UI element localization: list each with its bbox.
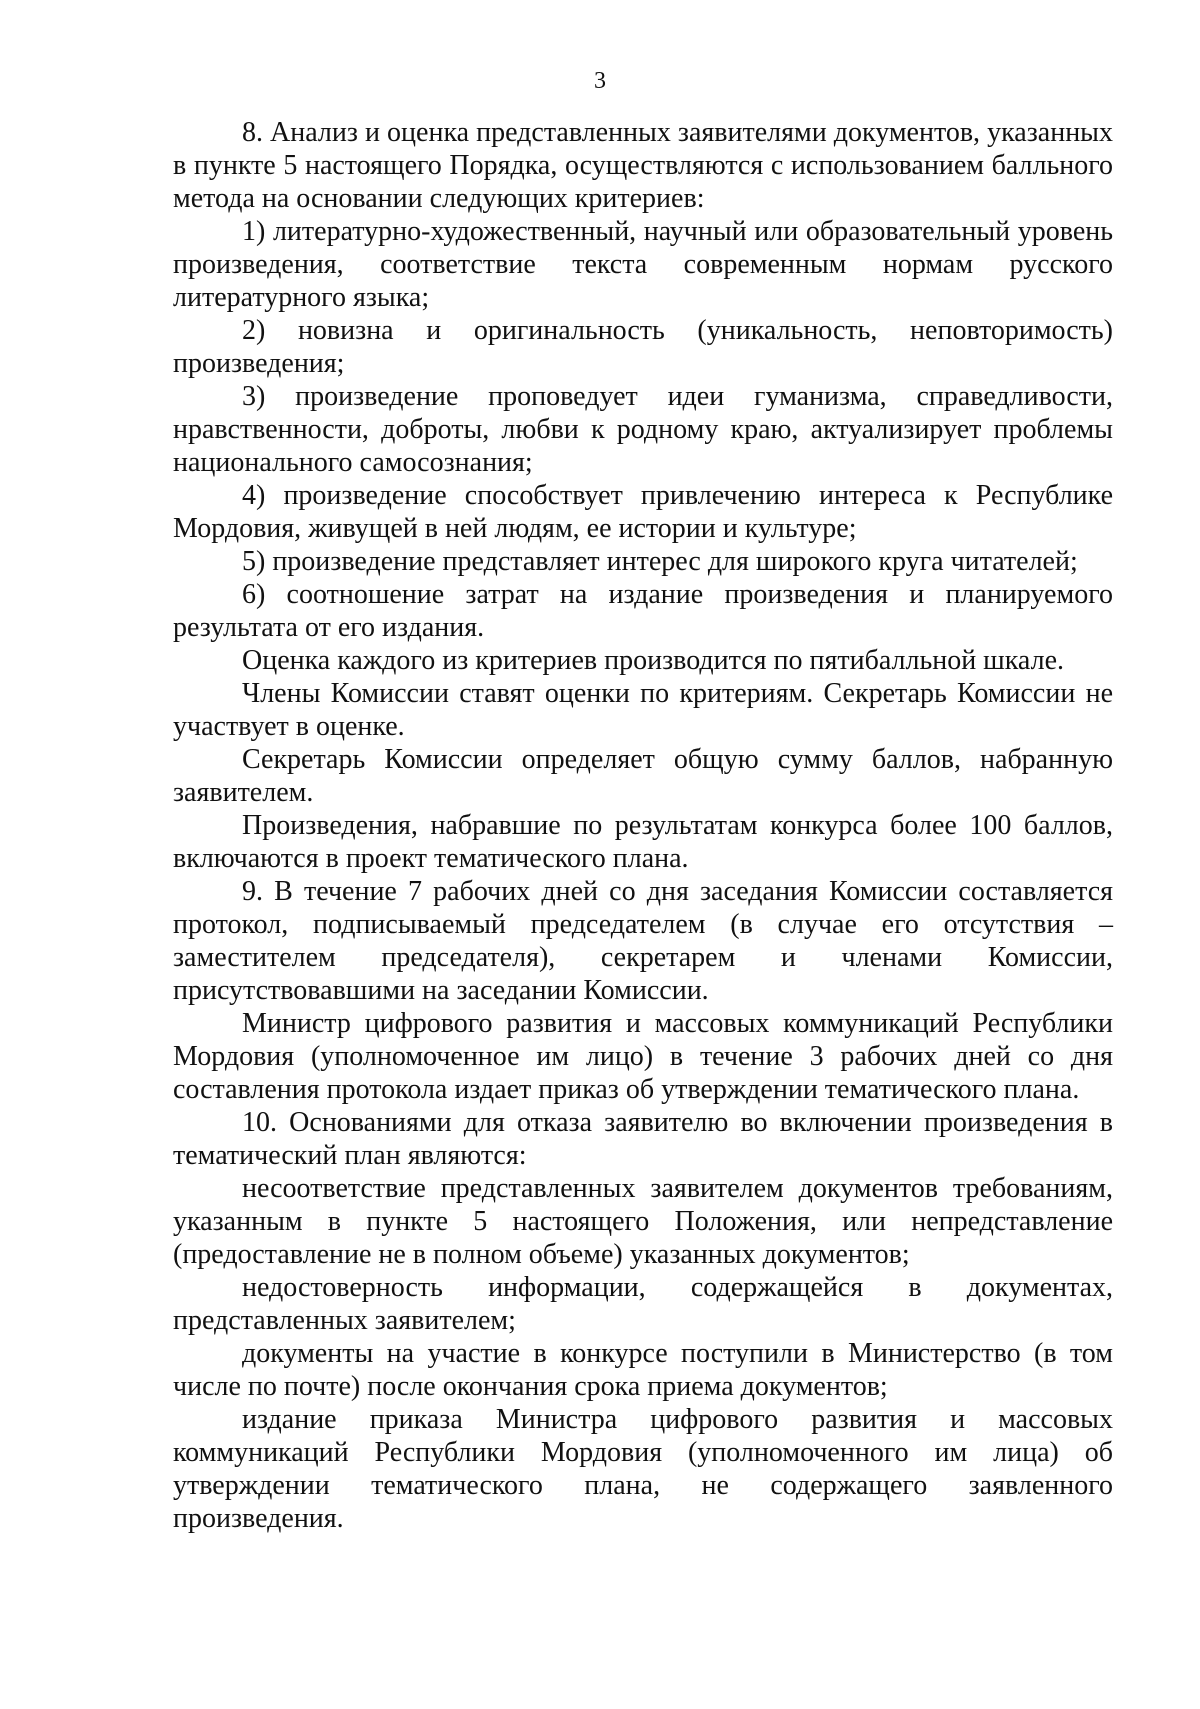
criterion-4: 4) произведение способствует привлечению интереса к Республике Мордовия, живущей в ней людям, ее истории и культуре;: [173, 480, 1113, 544]
paragraph-item-9: 9. В течение 7 рабочих дней со дня заседания Комиссии составляется протокол, подписываемый председателем (в случае его отсутствия – заместителем председателя), секретарем и членами Комиссии, присутствовавшими на заседании Комиссии.: [173, 876, 1113, 1006]
paragraph-item-8: 8. Анализ и оценка представленных заявителями документов, указанных в пункте 5 настоящего Порядка, осуществляются с использованием балльного метода на основании следующих критериев:: [173, 117, 1113, 214]
criterion-6: 6) соотношение затрат на издание произведения и планируемого результата от его издания.: [173, 579, 1113, 643]
document-body: [173, 116, 1113, 1535]
refusal-ground-1: несоответствие представленных заявителем документов требованиям, указанным в пункте 5 настоящего Положения, или непредставление (предоставление не в полном объеме) указанных документов;: [173, 1173, 1113, 1270]
criterion-5: 5) произведение представляет интерес для широкого круга читателей;: [242, 546, 1078, 577]
refusal-ground-4: издание приказа Министра цифрового развития и массовых коммуникаций Республики Мордовия (уполномоченного им лица) об утверждении тематического плана, не содержащего заявленного произведения.: [173, 1404, 1113, 1534]
secretary-total-paragraph: Секретарь Комиссии определяет общую сумму баллов, набранную заявителем.: [173, 744, 1113, 808]
commission-members-paragraph: Члены Комиссии ставят оценки по критериям. Секретарь Комиссии не участвует в оценке.: [173, 678, 1113, 742]
minister-order-paragraph: Министр цифрового развития и массовых коммуникаций Республики Мордовия (уполномоченное им лицо) в течение 3 рабочих дней со дня составления протокола издает приказ об утверждении тематического плана.: [173, 1008, 1113, 1105]
refusal-ground-3: документы на участие в конкурсе поступили в Министерство (в том числе по почте) после окончания срока приема документов;: [173, 1338, 1113, 1402]
criterion-2: 2) новизна и оригинальность (уникальность, неповторимость) произведения;: [173, 315, 1113, 379]
scoring-scale-paragraph: Оценка каждого из критериев производится по пятибалльной шкале.: [242, 645, 1064, 676]
criterion-3: 3) произведение проповедует идеи гуманизма, справедливости, нравственности, доброты, любви к родному краю, актуализирует проблемы национального самосознания;: [173, 381, 1113, 478]
refusal-ground-2: недостоверность информации, содержащейся в документах, представленных заявителем;: [173, 1272, 1113, 1336]
threshold-paragraph: Произведения, набравшие по результатам конкурса более 100 баллов, включаются в проект тематического плана.: [173, 810, 1113, 874]
page-number: 3: [594, 68, 606, 94]
paragraph-item-10: 10. Основаниями для отказа заявителю во включении произведения в тематический план являются:: [173, 1107, 1113, 1171]
criterion-1: 1) литературно-художественный, научный или образовательный уровень произведения, соответствие текста современным нормам русского литературного языка;: [173, 216, 1113, 313]
